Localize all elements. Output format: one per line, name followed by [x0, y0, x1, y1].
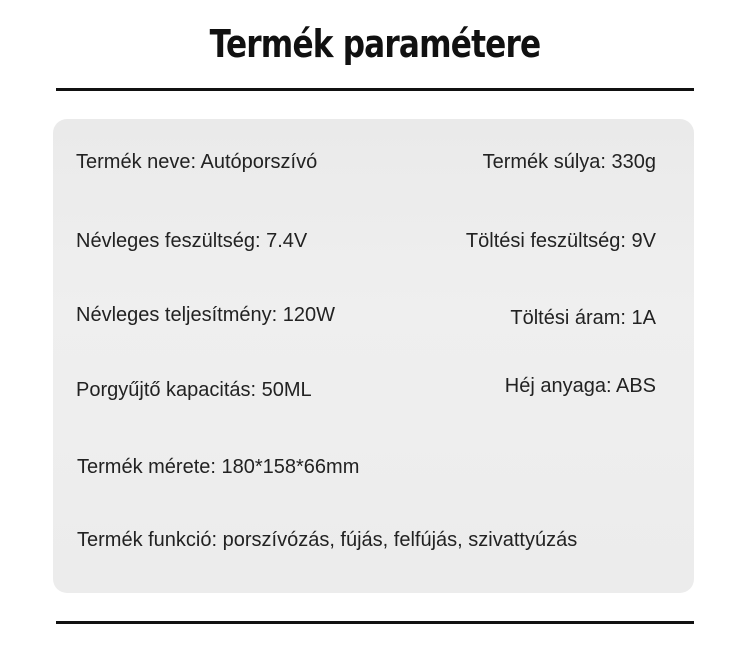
param-rated-power: Névleges teljesítmény: 120W — [76, 304, 336, 326]
page-title: Termék paramétere — [209, 22, 541, 66]
param-product-name: Termék neve: Autóporszívó — [76, 151, 318, 173]
top-divider — [56, 88, 694, 91]
param-product-function: Termék funkció: porszívózás, fújás, felfújás, szivattyúzás — [77, 529, 578, 551]
param-rated-voltage: Névleges feszültség: 7.4V — [76, 230, 308, 252]
param-shell-material: Héj anyaga: ABS — [504, 375, 656, 397]
param-charging-current: Töltési áram: 1A — [510, 307, 656, 329]
bottom-divider — [56, 621, 694, 624]
param-product-weight: Termék súlya: 330g — [482, 151, 656, 173]
param-charging-voltage: Töltési feszültség: 9V — [465, 230, 656, 252]
param-dust-capacity: Porgyűjtő kapacitás: 50ML — [76, 379, 312, 401]
parameters-panel — [53, 119, 694, 593]
param-product-size: Termék mérete: 180*158*66mm — [77, 456, 360, 478]
